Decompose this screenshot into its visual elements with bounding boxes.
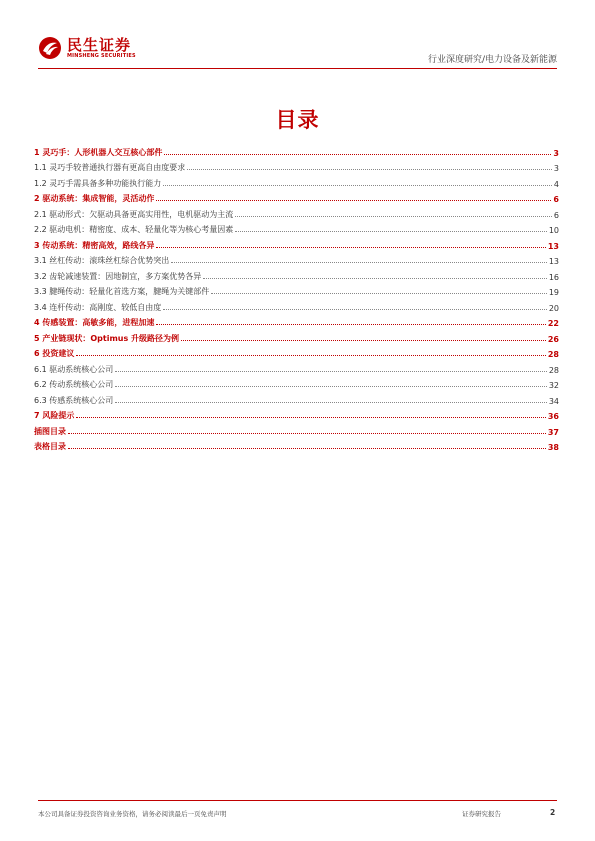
toc-entry-label: 1.2 灵巧手需具备多种功能执行能力	[34, 178, 162, 188]
toc-chapter-entry[interactable]	[34, 437, 559, 453]
toc-entry-page: 32	[548, 381, 559, 390]
toc-section-entry[interactable]	[34, 158, 559, 174]
toc-entry-page: 13	[547, 241, 559, 251]
toc-entry-page: 38	[547, 443, 559, 452]
toc-dot-leader	[115, 371, 547, 372]
toc-dot-leader	[164, 154, 551, 155]
toc-dot-leader	[203, 278, 547, 279]
toc-entry-page: 19	[548, 288, 559, 297]
toc-entry-label: 1.1 灵巧手较普通执行器有更高自由度要求	[34, 163, 186, 172]
toc-chapter-entry[interactable]	[34, 421, 559, 437]
toc-entry-page: 22	[547, 319, 559, 328]
footer-disclaimer: 本公司具备证券投资咨询业务资格，请务必阅读最后一页免责声明	[38, 810, 227, 818]
toc-entry-page: 4	[553, 179, 559, 189]
toc-chapter-entry[interactable]	[34, 235, 559, 251]
toc-entry-page: 28	[547, 350, 559, 359]
toc-dot-leader	[235, 231, 547, 232]
page-title: 目录	[275, 108, 320, 132]
toc-entry-label: 2 驱动系统：集成智能，灵活动作	[34, 194, 155, 203]
toc-entry-page: 20	[548, 303, 559, 313]
toc-section-entry[interactable]	[34, 204, 559, 220]
toc-dot-leader	[235, 216, 552, 217]
toc-entry-label: 2.1 驱动形式：欠驱动具备更高实用性，电机驱动为主流	[34, 209, 234, 219]
toc-entry-label: 6 投资建议	[34, 349, 75, 358]
toc-dot-leader	[76, 355, 546, 356]
company-logo	[38, 36, 136, 60]
toc-entry-page: 10	[548, 226, 559, 235]
toc-dot-leader	[163, 309, 547, 310]
toc-entry-page: 36	[547, 412, 559, 421]
toc-entry-label: 3.1 丝杠传动：滚珠丝杠综合优势突出	[34, 256, 170, 265]
logo-chinese-name: 民生证券	[67, 35, 132, 54]
toc-section-entry[interactable]	[34, 359, 559, 375]
toc-dot-leader	[211, 293, 547, 294]
toc-dot-leader	[163, 185, 552, 186]
toc-dot-leader	[115, 386, 547, 387]
toc-entry-page: 6	[553, 195, 559, 204]
toc-entry-page: 3	[553, 148, 559, 158]
footer-divider	[38, 800, 557, 801]
toc-entry-page: 37	[547, 427, 559, 437]
toc-entry-label: 5 产业链现状：Optimus 升级路径为例	[34, 333, 180, 343]
toc-dot-leader	[156, 200, 551, 201]
toc-dot-leader	[68, 433, 546, 434]
toc-section-entry[interactable]	[34, 282, 559, 298]
toc-entry-page: 26	[547, 334, 559, 344]
toc-entry-page: 6	[553, 210, 559, 220]
toc-entry-label: 表格目录	[34, 442, 66, 451]
toc-chapter-entry[interactable]	[34, 328, 559, 344]
toc-chapter-entry[interactable]	[34, 142, 559, 158]
footer-report-type: 证券研究报告	[462, 810, 501, 818]
toc-entry-label: 3 传动系统：精密高效，路线各异	[34, 240, 155, 250]
toc-chapter-entry[interactable]	[34, 406, 559, 422]
toc-entry-label: 3.4 连杆传动：高刚度、较低自由度	[34, 302, 162, 312]
toc-entry-label: 6.1 驱动系统核心公司	[34, 364, 114, 374]
toc-dot-leader	[156, 247, 546, 248]
toc-section-entry[interactable]	[34, 266, 559, 282]
toc-chapter-entry[interactable]	[34, 344, 559, 360]
toc-entry-label: 3.2 齿轮减速装置：因地制宜，多方案优势各异	[34, 271, 202, 281]
header-divider	[38, 68, 557, 69]
page-header	[0, 0, 595, 70]
logo-english-name: MINSHENG SECURITIES	[67, 52, 136, 59]
toc-section-entry[interactable]	[34, 251, 559, 267]
toc-entry-label: 1 灵巧手：人形机器人交互核心部件	[34, 147, 163, 157]
report-category: 行业深度研究/电力设备及新能源	[427, 55, 557, 65]
toc-entry-page: 3	[553, 164, 559, 173]
toc-entry-label: 3.3 腱绳传动：轻量化首选方案，腱绳为关键部件	[34, 287, 210, 296]
toc-entry-page: 13	[548, 257, 559, 266]
toc-chapter-entry[interactable]	[34, 189, 559, 205]
toc-section-entry[interactable]	[34, 297, 559, 313]
toc-entry-label: 6.3 传感系统核心公司	[34, 395, 114, 405]
footer-page-number: 2	[550, 808, 556, 817]
toc-dot-leader	[76, 417, 546, 418]
toc-section-entry[interactable]	[34, 390, 559, 406]
toc-entry-page: 34	[548, 396, 559, 406]
toc-dot-leader	[171, 262, 547, 263]
toc-section-entry[interactable]	[34, 375, 559, 391]
minsheng-logo-icon	[38, 36, 62, 60]
toc-entry-page: 28	[548, 365, 559, 375]
toc-dot-leader	[115, 402, 547, 403]
toc-dot-leader	[68, 448, 546, 449]
toc-entry-label: 6.2 传动系统核心公司	[34, 380, 114, 389]
toc-chapter-entry[interactable]	[34, 313, 559, 329]
toc-dot-leader	[181, 340, 546, 341]
table-of-contents	[34, 142, 559, 452]
toc-section-entry[interactable]	[34, 220, 559, 236]
toc-entry-label: 4 传感装置：高敏多能，进程加速	[34, 318, 155, 327]
toc-entry-page: 16	[548, 272, 559, 282]
toc-dot-leader	[187, 169, 552, 170]
toc-entry-label: 2.2 驱动电机：精密度、成本、轻量化等为核心考量因素	[34, 225, 234, 234]
toc-dot-leader	[156, 324, 546, 325]
toc-section-entry[interactable]	[34, 173, 559, 189]
toc-entry-label: 插图目录	[34, 426, 66, 436]
toc-entry-label: 7 风险提示	[34, 411, 75, 420]
